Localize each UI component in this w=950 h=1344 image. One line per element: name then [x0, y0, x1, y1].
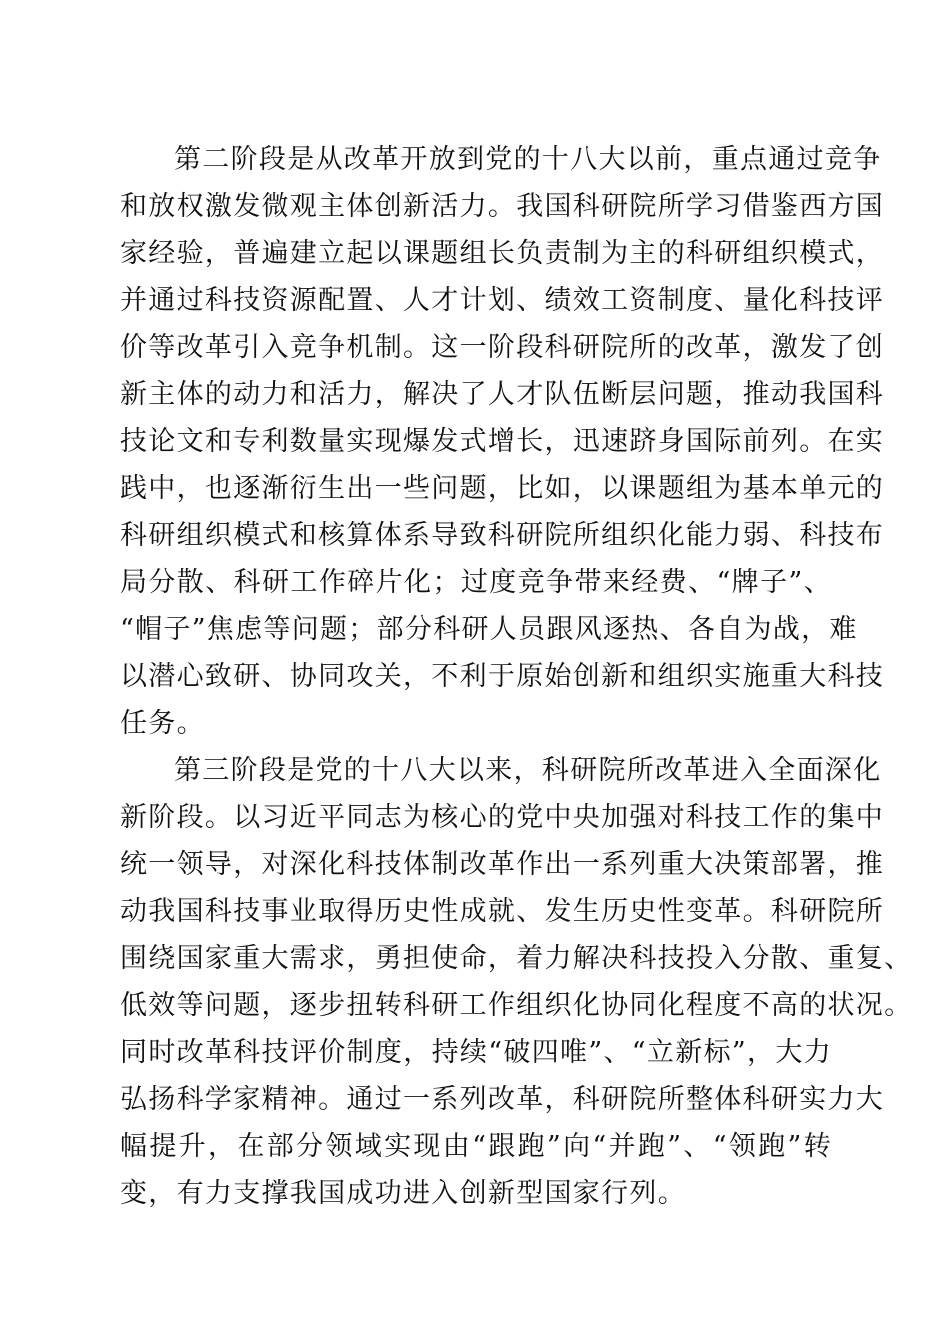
paragraph-line: 幅提升，在部分领域实现由“跟跑”向“并跑”、“领跑”转 [120, 1131, 832, 1162]
paragraph-line: 科研组织模式和核算体系导致科研院所组织化能力弱、科技布 [120, 520, 885, 551]
paragraph-line: 动我国科技事业取得历史性成就、发生历史性变革。科研院所 [120, 896, 885, 927]
document-body [120, 136, 913, 1217]
paragraph-line: 低效等问题，逐步扭转科研工作组织化协同化程度不高的状况。 [120, 990, 913, 1021]
paragraph-line: 第三阶段是党的十八大以来，科研院所改革进入全面深化 [174, 755, 882, 786]
paragraph-line: 同时改革科技评价制度，持续“破四唯”、“立新标”，大力 [120, 1037, 832, 1068]
paragraph-line: 局分散、科研工作碎片化；过度竞争带来经费、“牌子”、 [120, 567, 832, 598]
paragraph-line: 价等改革引入竞争机制。这一阶段科研院所的改革，激发了创 [120, 332, 885, 363]
paragraph-line: 和放权激发微观主体创新活力。我国科研院所学习借鉴西方国 [120, 191, 885, 222]
paragraph-line: 并通过科技资源配置、人才计划、绩效工资制度、量化科技评 [120, 285, 885, 316]
paragraph-line: 统一领导，对深化科技体制改革作出一系列重大决策部署，推 [120, 849, 885, 880]
paragraph-line: 变，有力支撑我国成功进入创新型国家行列。 [120, 1178, 686, 1209]
paragraph-line: 弘扬科学家精神。通过一系列改革，科研院所整体科研实力大 [120, 1084, 885, 1115]
paragraph-line: 第二阶段是从改革开放到党的十八大以前，重点通过竞争 [174, 144, 882, 175]
paragraph-line: 新阶段。以习近平同志为核心的党中央加强对科技工作的集中 [120, 802, 885, 833]
paragraph-line: 家经验，普遍建立起以课题组长负责制为主的科研组织模式， [120, 238, 885, 269]
paragraph-line: 围绕国家重大需求，勇担使命，着力解决科技投入分散、重复、 [120, 943, 913, 974]
paragraph-line: 技论文和专利数量实现爆发式增长，迅速跻身国际前列。在实 [120, 426, 885, 457]
paragraph-line: “帽子”焦虑等问题；部分科研人员跟风逐热、各自为战，难 [120, 614, 858, 645]
paragraph-stage-two [120, 136, 885, 747]
paragraph-line: 践中，也逐渐衍生出一些问题，比如，以课题组为基本单元的 [120, 473, 885, 504]
paragraph-stage-three [120, 747, 913, 1217]
paragraph-line: 新主体的动力和活力，解决了人才队伍断层问题，推动我国科 [120, 379, 885, 410]
paragraph-line: 任务。 [120, 708, 205, 739]
paragraph-line: 以潜心致研、协同攻关，不利于原始创新和组织实施重大科技 [120, 661, 885, 692]
